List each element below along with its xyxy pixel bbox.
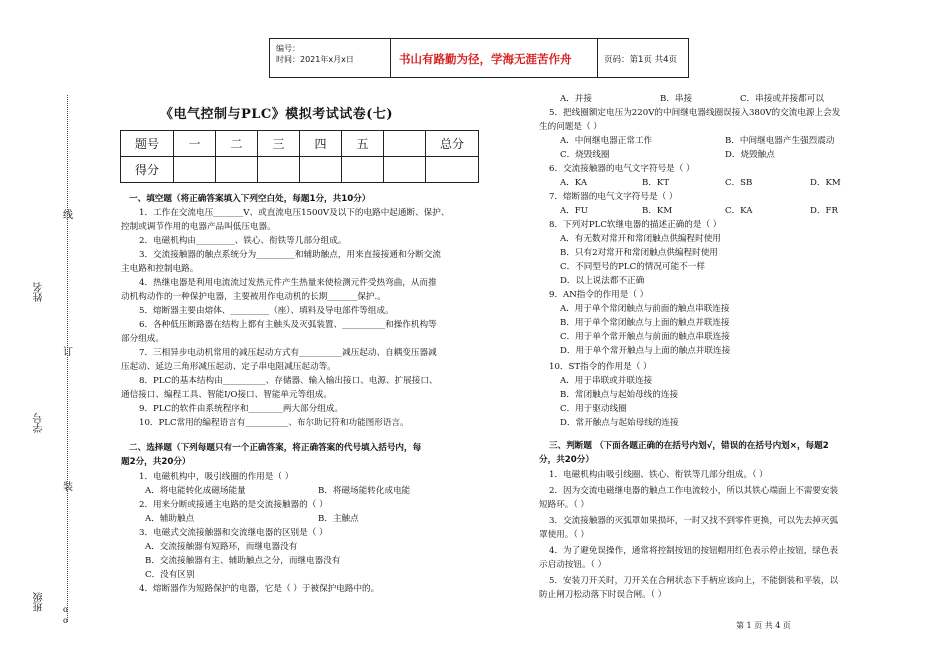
option-text: B．将磁场能转化成电能 — [318, 486, 411, 496]
question-text: 5．熔断器主要由熔体、_________（座）、填料及导电部件等组成。 — [139, 306, 394, 316]
score-cell: 四 — [300, 131, 342, 157]
option-text: A．中间继电器正常工作 — [560, 136, 653, 146]
option-text: C．用于单个常开触点与前面的触点串联连接 — [560, 332, 730, 342]
question-text: 2．因为交流电磁继电器的触点工作电流较小，所以其铁心端面上不需要安装 — [549, 486, 839, 496]
doc-no-label: 编号： — [276, 44, 300, 53]
page-footer: 第 1 页 共 4 页 — [736, 621, 791, 630]
option-text: A．将电能转化成磁场能量 — [145, 486, 246, 496]
question-text: 6．各种低压断路器在结构上都有主触头及灭弧装置、__________和操作机构等 — [139, 320, 437, 330]
option-text: B．KT — [642, 178, 670, 188]
question-text: 7．三相异步电动机常用的减压起动方式有__________减压起动、自耦变压器减 — [139, 348, 437, 358]
time-label: 时间：2021年x月x日 — [276, 55, 354, 64]
score-cell: 得分 — [121, 157, 174, 183]
question-text: 10．ST指令的作用是（ ） — [549, 362, 652, 372]
question-text: 3．电磁式交流接触器和交流继电器的区别是（ ） — [139, 528, 328, 538]
option-text: A．用于单个常闭触点与前面的触点串联连接 — [560, 304, 730, 314]
option-text: C．没有区别 — [145, 570, 195, 580]
score-cell: 一 — [174, 131, 216, 157]
question-text: 短路环。（ ） — [539, 500, 589, 510]
option-text: D．常开触点与起始母线的连接 — [560, 418, 679, 428]
binding-zhuang-char: 装 — [63, 482, 73, 493]
score-cell: 五 — [342, 131, 384, 157]
header-info-cell — [270, 39, 391, 77]
exam-title: 《电气控制与PLC》模拟考试试卷(七) — [160, 107, 394, 122]
question-text: 3．交流接触器的灭弧罩如果损坏，一时又找不到零件更换，可以先去掉灭弧 — [549, 516, 839, 526]
option-text: C．串接或并接都可以 — [740, 94, 824, 104]
section-heading: 三、判断题 （下面各题正确的在括号内划√，错误的在括号内划×，每题2 — [549, 441, 829, 451]
question-text: 控制或调节作用的电器产品叫低压电器。 — [121, 222, 276, 232]
header-page-cell — [598, 39, 688, 77]
option-text: C．KA — [725, 206, 753, 216]
option-text: B．串接 — [660, 94, 693, 104]
question-text: 10．PLC常用的编程语言有__________、布尔助记符和功能图形语言。 — [139, 418, 409, 428]
score-input-cell[interactable] — [426, 157, 479, 183]
option-text: C．烧毁线圈 — [560, 150, 610, 160]
option-text: A．KA — [560, 178, 588, 188]
score-input-cell[interactable] — [342, 157, 384, 183]
option-text: B．常闭触点与起始母线的连接 — [560, 390, 679, 400]
option-text: B．主触点 — [318, 514, 359, 524]
question-text: 4．熔断器作为短路保护的电器，它是（ ）于被保护电路中的。 — [139, 584, 380, 594]
question-text: 8．下列对PLC软继电器的描述正确的是（ ） — [549, 220, 722, 230]
question-text: 5．把线圈额定电压为220V的中间继电器线圈误接入380V的交流电源上会发 — [549, 108, 841, 118]
question-text: 示启动按钮。（ ） — [539, 560, 607, 570]
score-cell: 总分 — [426, 131, 479, 157]
score-cell: 题号 — [121, 131, 174, 157]
option-text: D．用于单个常开触点与上面的触点并联连接 — [560, 346, 731, 356]
option-text: A．辅助触点 — [145, 514, 195, 524]
section-heading: 二、选择题（下列每题只有一个正确答案，将正确答案的代号填入括号内，每 — [129, 443, 422, 453]
option-text: C．SB — [725, 178, 753, 188]
question-text: 7．熔断器的电气文字符号是（ ） — [549, 192, 678, 202]
name-label: 姓名 — [34, 282, 45, 302]
score-input-cell[interactable] — [174, 157, 216, 183]
option-text: B．用于单个常闭触点与上面的触点并联连接 — [560, 318, 730, 328]
option-text: C．用于驱动线圈 — [560, 404, 627, 414]
section-heading-cont: 题2分，共20分） — [121, 457, 191, 467]
question-text: 9．PLC的软件由系统程序和________两大部分组成。 — [139, 404, 344, 414]
question-text: 8．PLC的基本结构由__________、存储器、输入输出接口、电源、扩展接口、 — [139, 376, 438, 386]
header-page-label: 页码：第1页 共4页 — [604, 55, 678, 65]
question-text: 2．电磁机构由_________、铁心、衔铁等几部分组成。 — [139, 236, 347, 246]
score-input-cell[interactable] — [258, 157, 300, 183]
score-input-cell[interactable] — [300, 157, 342, 183]
binding-line-char: 线 — [63, 210, 73, 221]
question-text: 1．工作在交流电压_______V、或直流电压1500V及以下的电路中起通断、保护、 — [139, 208, 450, 218]
score-table-score-row — [121, 157, 479, 183]
score-input-cell[interactable] — [384, 157, 426, 183]
question-text: 压起动、延边三角形减压起动、定子串电阻减压起动等。 — [121, 362, 336, 372]
question-text: 部分组成。 — [121, 334, 164, 344]
option-text: D．烧毁触点 — [725, 150, 775, 160]
section-heading-cont: 分，共20分） — [539, 455, 594, 465]
question-text: 3．交流接触器的触点系统分为_________和辅助触点，用来直接接通和分断交流 — [139, 250, 441, 260]
option-text: B．中间继电器产生强烈震动 — [725, 136, 835, 146]
option-text: D．FR — [810, 206, 838, 216]
question-text: 9．AN指令的作用是（ ） — [549, 290, 649, 300]
class-label: 班级 — [34, 592, 45, 612]
option-text: A．并接 — [560, 94, 592, 104]
section-heading: 一、填空题（将正确答案填入下列空白处，每题1分，共10分） — [129, 194, 371, 204]
question-text: 主电路和控制电路。 — [121, 264, 199, 274]
option-text: B．交流接触器有主、辅助触点之分，而继电器没有 — [145, 556, 341, 566]
student-no-label: 学号 — [34, 413, 45, 433]
option-text: D．以上说法都不正确 — [560, 276, 645, 286]
option-text: B．KM — [642, 206, 673, 216]
question-text: 5．安装刀开关时，刀开关在合闸状态下手柄应该向上，不能倒装和平装，以 — [549, 576, 839, 586]
question-text: 动机构动作的一种保护电器，主要被用作电动机的长期_______保护.。 — [121, 292, 386, 302]
option-text: A．用于串联或并联连接 — [560, 376, 653, 386]
score-cell — [384, 131, 426, 157]
option-text: C．不同型号的PLC的情况可能不一样 — [560, 262, 705, 272]
option-text: D．KM — [810, 178, 841, 188]
question-text: 4．热继电器是利用电流流过发热元件产生热量来使检测元件受热弯曲，从而推 — [139, 278, 437, 288]
option-text: A．有无数对常开和常闭触点供编程时使用 — [560, 234, 721, 244]
question-text: 1．电磁机构由吸引线圈、铁心、衔铁等几部分组成。（ ） — [549, 470, 768, 480]
score-input-cell[interactable] — [216, 157, 258, 183]
binding-circle-2: o — [63, 616, 68, 625]
header-motto-cell — [391, 39, 598, 77]
question-text: 6．交流接触器的电气文字符号是（ ） — [549, 164, 695, 174]
binding-dotted-line — [67, 95, 68, 622]
question-text: 4．为了避免误操作，通常将控制按钮的按钮帽用红色表示停止按钮，绿色表 — [549, 546, 839, 556]
question-text: 罩使用。（ ） — [539, 530, 589, 540]
question-text: 2．用来分断或接通主电路的是交流接触器的（ ） — [139, 500, 328, 510]
question-text: 通信接口、编程工具、智能I/O接口、智能单元等组成。 — [121, 390, 332, 400]
binding-ding-char: 订 — [63, 347, 73, 358]
question-text: 生的问题是（ ） — [539, 122, 602, 132]
score-table — [120, 130, 479, 183]
option-text: A．交流接触器有短路环，而继电器没有 — [145, 542, 298, 552]
header-box — [269, 38, 689, 78]
option-text: A．FU — [560, 206, 589, 216]
score-cell: 二 — [216, 131, 258, 157]
question-text: 防止闸刀松动落下时误合闸。（ ） — [539, 590, 667, 600]
motto-text: 书山有路勤为径，学海无涯苦作舟 — [399, 52, 572, 66]
option-text: B．只有2对常开和常闭触点供编程时使用 — [560, 248, 718, 258]
score-table-header-row — [121, 131, 479, 157]
binding-circle-1: o — [63, 605, 68, 614]
score-cell: 三 — [258, 131, 300, 157]
question-text: 1．电磁机构中，吸引线圈的作用是（ ） — [139, 472, 294, 482]
